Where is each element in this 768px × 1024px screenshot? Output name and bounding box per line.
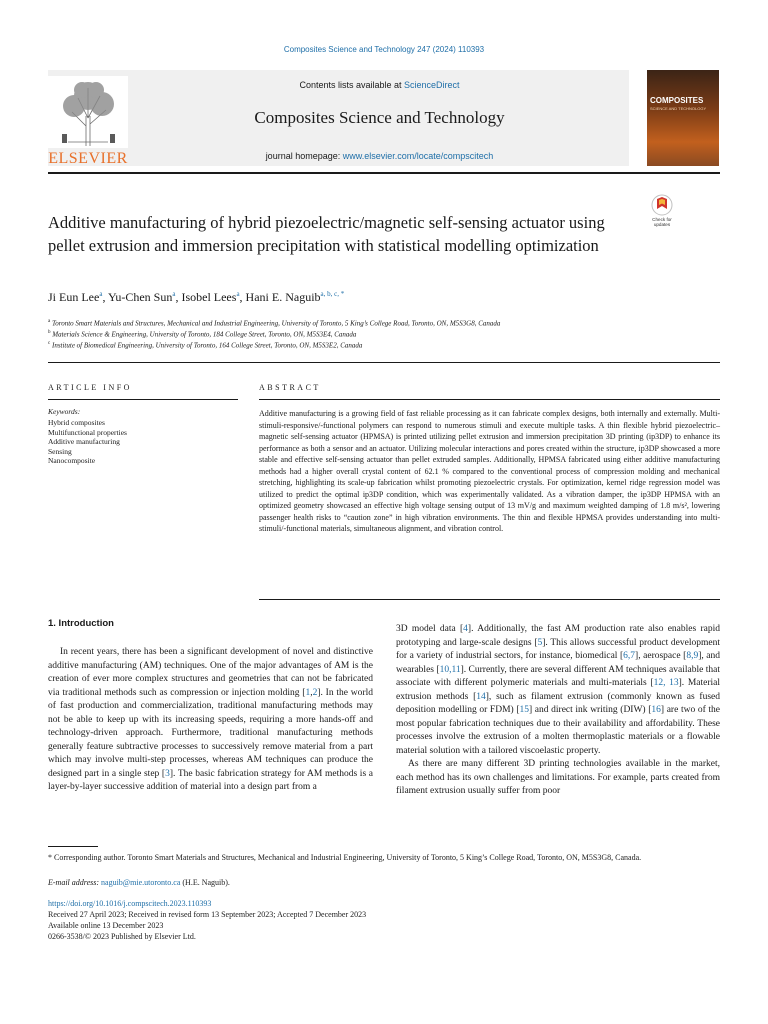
body-column-right [396, 623, 720, 799]
check-for-updates-icon[interactable] [648, 193, 676, 229]
keyword-item: Additive manufacturing [48, 437, 120, 446]
citation-link[interactable]: 4 [463, 624, 468, 634]
citation-link[interactable]: 8,9 [686, 651, 699, 661]
section-heading-introduction: 1. Introduction [48, 618, 114, 629]
keyword-item: Nanocomposite [48, 456, 96, 465]
citation-link[interactable]: 5 [537, 637, 543, 648]
body-column-left [48, 646, 373, 795]
author-name[interactable]: Hani E. Naguib [245, 290, 321, 304]
text-run: ], and wearables [ [396, 651, 720, 675]
email-link[interactable]: naguib@mie.utoronto.ca [101, 878, 181, 887]
text-run: ] and direct ink writing (DIW) [ [529, 705, 652, 715]
text-run: ]. In the world of fast production and commercialization, traditional manufacturing methods may not be able to keep up with its increasing speeds, requiring a more hands-off and technology-driven approach. Furthermore, traditional manufacturing methods generally feature subtractive processes to successively remove material from a part which may involve multi-step processes, whereas AM techniques can produce the designed part in a single step [ [48, 687, 373, 779]
email-suffix: (H.E. Naguib). [180, 878, 230, 887]
journal-homepage-line [130, 151, 629, 161]
abstract-divider-top [259, 399, 720, 400]
affil-text: Materials Science & Engineering, University of Toronto, 184 College Street, Toronto, ON, M5S3E4, Canada [52, 330, 357, 339]
header-divider [48, 172, 720, 174]
affil-mark: c [48, 341, 51, 346]
article-info-divider [48, 399, 238, 400]
keyword-item: Hybrid composites [48, 418, 105, 427]
citation-link[interactable]: 13 [669, 678, 679, 688]
text-run: ]. Currently, there are several different AM techniques available that associate with different polymeric materials and multi-materials [ [396, 664, 720, 688]
author-affil-mark[interactable]: a [172, 290, 176, 298]
elsevier-logo-text: ELSEVIER [48, 150, 128, 167]
footnote-divider [48, 846, 98, 847]
affiliation-b [48, 330, 708, 338]
text-run: ]. Additionally, the fast AM production rate also enables rapid prototyping and large-scale designs [ [396, 624, 721, 648]
text-run: ] are two of the most popular fabrication techniques due to their availability and affordability. These processes involve the extrusion of a molten thermoplastic materials or a flowable material solution with a tailored viscoelastic property. [396, 705, 720, 756]
text-run: ]. The basic fabrication strategy for AM methods is a layer-by-layer successive addition of material into a design part from a [48, 768, 373, 792]
author-name[interactable]: Yu-Chen Sun [108, 290, 173, 304]
cover-title: COMPOSITES [650, 96, 704, 105]
publication-info [48, 898, 720, 942]
text-run: , [310, 687, 313, 698]
keywords-label: Keywords: [48, 407, 81, 416]
sciencedirect-link[interactable]: ScienceDirect [404, 80, 460, 90]
email-line [48, 878, 720, 887]
cover-subtitle: SCIENCE AND TECHNOLOGY [650, 106, 707, 111]
title-divider [48, 362, 720, 363]
citation-link[interactable]: 1 [305, 687, 311, 698]
affiliation-c [48, 341, 708, 349]
text-run: ], aerospace [ [635, 651, 687, 661]
citation-link[interactable]: 14 [476, 691, 486, 702]
text-run: ], such as filament extrusion (commonly known as fused deposition modelling or FDM) [ [396, 691, 720, 715]
citation-link[interactable]: 15 [519, 705, 529, 715]
available-online: Available online 13 December 2023 [48, 921, 164, 930]
affil-text: Institute of Biomedical Engineering, University of Toronto, 164 College Street, Toronto, ON, M5S3E2, Canada [51, 341, 363, 350]
intro-paragraph-1-continued [396, 623, 720, 758]
citation-link[interactable]: 10,11 [439, 664, 461, 675]
keyword-item: Sensing [48, 446, 72, 456]
homepage-prefix: journal homepage: [265, 151, 343, 161]
paper-title: Additive manufacturing of hybrid piezoelectric/magnetic self-sensing actuator using pellet extrusion and immersion precipitation with statistical modelling optimization [48, 213, 605, 255]
contents-available-line [130, 80, 629, 90]
citation-link[interactable]: 2 [312, 687, 318, 698]
author-affil-mark[interactable]: a [99, 290, 103, 298]
received-dates: Received 27 April 2023; Received in revised form 13 September 2023; Accepted 7 December 2023 [48, 910, 367, 919]
abstract-heading: ABSTRACT [259, 383, 321, 392]
article-info-heading: ARTICLE INFO [48, 383, 132, 392]
homepage-link[interactable]: www.elsevier.com/locate/compscitech [342, 151, 494, 161]
copyright-line: 0266-3538/© 2023 Published by Elsevier Ltd. [48, 932, 196, 941]
svg-text:Check for: Check for [652, 217, 672, 222]
author-name[interactable]: Ji Eun Lee [48, 290, 100, 304]
affil-text: Toronto Smart Materials and Structures, Mechanical and Industrial Engineering, University of Toronto, 5 King’s College Road, Toronto, ON, M5S3G8, Canada [51, 319, 501, 328]
citation-link[interactable]: 6,7 [623, 651, 636, 661]
author-affil-mark[interactable]: a, b, c, * [320, 290, 345, 298]
abstract-divider-bottom [259, 599, 720, 600]
keywords-list [48, 418, 238, 466]
citation-link[interactable]: 3 [165, 768, 170, 779]
affil-mark: b [48, 330, 51, 335]
text-run: ]. This allows successful product development for a variety of industrial sectors, for instance, biomedical [ [396, 637, 720, 661]
svg-text:updates: updates [653, 222, 671, 227]
intro-paragraph-1 [48, 646, 373, 795]
journal-title: Composites Science and Technology [254, 108, 505, 127]
journal-citation[interactable]: Composites Science and Technology 247 (2024) 110393 [283, 45, 485, 54]
affil-mark: a [48, 319, 51, 324]
intro-paragraph-2: As there are many different 3D printing technologies available in the market, each method has its own challenges and limitations. For example, parts created from filament extrusion usually suffer from poor [396, 759, 720, 796]
journal-cover-thumbnail[interactable] [647, 70, 719, 166]
author-affil-mark[interactable]: a [236, 290, 240, 298]
author-list: Ji Eun Lee$^a$, Yu-Chen Sun$^a$, Isobel Lees$^a$, Hani E. Naguib$^{a, b, c, *}$ [48, 290, 345, 304]
author-name[interactable]: Isobel Lees [181, 290, 237, 304]
text-run: ]. Material extrusion methods [ [396, 678, 721, 702]
contents-prefix: Contents lists available at [299, 80, 405, 90]
text-run: 3D model data [ [396, 624, 464, 634]
keyword-item: Multifunctional properties [48, 427, 127, 437]
citation-link[interactable]: 12, [653, 678, 666, 688]
affiliation-a [48, 319, 708, 327]
citation-link[interactable]: 16 [651, 705, 661, 715]
corresponding-author-footnote: * Corresponding author. Toronto Smart Materials and Structures, Mechanical and Industrial Engineering, University of Toronto, 5 King’s College Road, Toronto, ON, M5S3G8, Canada. [48, 853, 642, 862]
abstract-text: Additive manufacturing is a growing field of fast reliable processing as it can fabricate complex designs, both internally and externally. Multi-stimuli-responsive/-functional polymers can respond to numerous stimuli and execute multiple tasks. A thin flexible hybrid piezoelectric–magnetic self-sensing actuator (HPMSA) is printed utilizing pellet extrusion and immersion precipitation 3D printing (ip3DP) to enhance its performance as both a sensor and an actuator. Utilizing molecular interactions and pores created within the structure, ip3DP showcased a more stable and effective self-sensing actuator than pellet extruded samples. Additionally, HPMSA fabricated using either additive manufacturing methods had a higher overall crystal content of 62.1 % compared to the conventional process of compression molding and mechanical stretching, highlighting its scale-up fabrication whilst promoting piezoelectric crystals. For optimization, kernel ridge regression model was utilized to predict the optimal ip3DP condition, which was experimentally validated. As a vibration damper, the ip3DP HPMSA with an optimized geometry showcased an effective high voltage sensing output of 13 mV/g and maximum weighted damping of 1.8 m/s², lowering passenger health risks to “caution zone” in high vibration environments. The thin and flexible HPMSA provides understanding into multi-stimuli/-functional materials, simultaneous alignment, and vibration control. [259, 409, 720, 533]
text-run: In recent years, there has been a significant development of novel and distinctive additive manufacturing (AM) techniques. One of the major advantages of AM is the creation of ever more complex structures and geometries that can not be fabricated via traditional methods such as compression or injection molding [ [48, 647, 373, 698]
doi-link[interactable]: https://doi.org/10.1016/j.compscitech.2023.110393 [48, 899, 212, 908]
email-label: E-mail address: [48, 878, 102, 887]
